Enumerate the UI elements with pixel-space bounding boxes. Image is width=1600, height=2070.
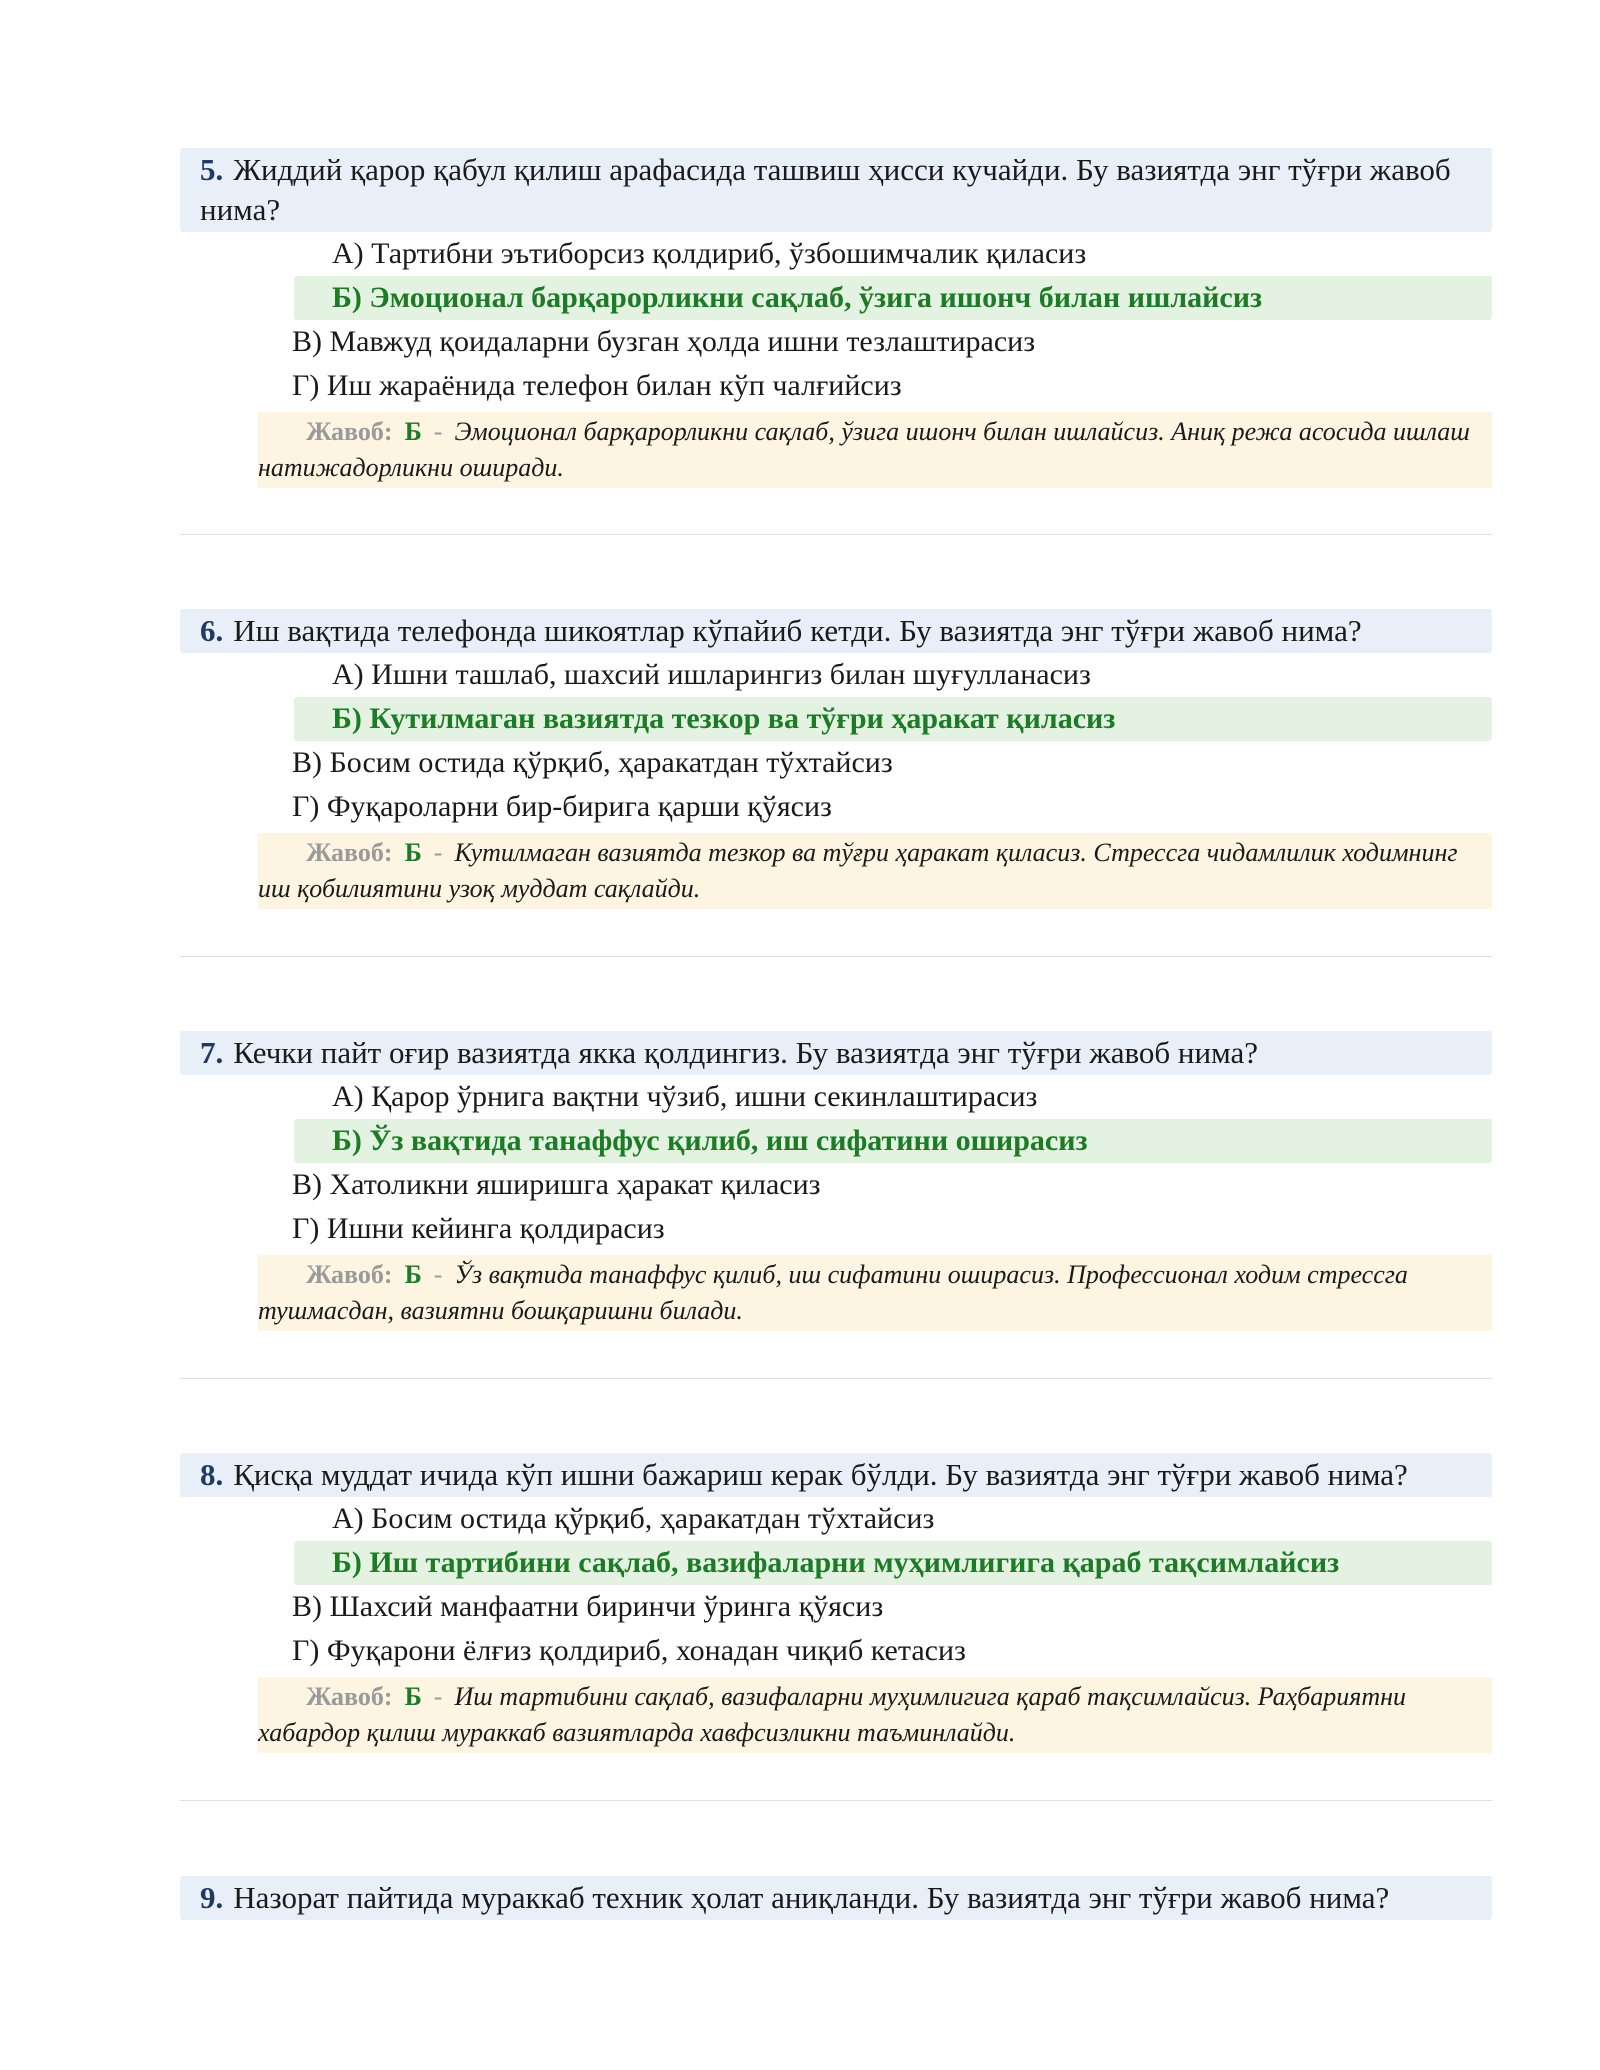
divider [180, 534, 1492, 535]
answer-box [258, 833, 1492, 909]
option-c: В) Мавжуд қоидаларни бузган ҳолда ишни тезлаштирасиз [292, 325, 1036, 358]
question-6 [180, 609, 1492, 909]
answer-dash: - [433, 1682, 443, 1711]
answer-label: Жавоб: [306, 838, 393, 867]
option-b-correct: Б) Ўз вақтида танаффус қилиб, иш сифатини оширасиз [294, 1119, 1492, 1163]
option-a: А) Ишни ташлаб, шахсий ишларингиз билан шуғулланасиз [332, 658, 1091, 691]
option-a: А) Қарор ўрнига вақтни чўзиб, ишни секинлаштирасиз [332, 1080, 1038, 1113]
question-title [180, 148, 1492, 232]
option-c: В) Босим остида қўрқиб, ҳаракатдан тўхтайсиз [292, 746, 893, 779]
option-b-correct: Б) Иш тартибини сақлаб, вазифаларни муҳимлигига қараб тақсимлайсиз [294, 1541, 1492, 1585]
answer-letter: Б [404, 838, 422, 867]
question-text: Иш вақтида телефонда шикоятлар кўпайиб кетди. Бу вазиятда энг тўғри жавоб нима? [233, 613, 1362, 648]
answer-text: Кутилмаган вазиятда тезкор ва тўғри ҳаракат қиласиз. Стрессга чидамлилик ходимнинг иш қобилиятини узоқ муддат сақлайди. [258, 838, 1458, 903]
question-text: Кечки пайт оғир вазиятда якка қолдингиз. Бу вазиятда энг тўғри жавоб нима? [233, 1035, 1259, 1070]
question-number: 8. [200, 1457, 224, 1492]
option-a: А) Босим остида қўрқиб, ҳаракатдан тўхтайсиз [332, 1502, 935, 1535]
option-d: Г) Ишни кейинга қолдирасиз [292, 1212, 665, 1245]
option-d: Г) Фуқарони ёлғиз қолдириб, хонадан чиқиб кетасиз [292, 1634, 966, 1667]
question-text: Жиддий қарор қабул қилиш арафасида ташвиш ҳисси кучайди. Бу вазиятда энг тўғри жавоб нима? [200, 152, 1451, 227]
answer-text: Ўз вақтида танаффус қилиб, иш сифатини оширасиз. Профессионал ходим стрессга тушмасдан, вазиятни бошқаришни билади. [258, 1260, 1408, 1325]
option-a: А) Тартибни эътиборсиз қолдириб, ўзбошимчалик қиласиз [332, 237, 1087, 270]
question-text: Қисқа муддат ичида кўп ишни бажариш керак бўлди. Бу вазиятда энг тўғри жавоб нима? [233, 1457, 1408, 1492]
question-title [180, 1031, 1492, 1075]
question-number: 9. [200, 1880, 224, 1915]
answer-box [258, 412, 1492, 488]
answer-label: Жавоб: [306, 1260, 393, 1289]
option-b-correct: Б) Кутилмаган вазиятда тезкор ва тўғри ҳаракат қиласиз [294, 697, 1492, 741]
answer-label: Жавоб: [306, 1682, 393, 1711]
option-b-correct: Б) Эмоционал барқарорликни сақлаб, ўзига ишонч билан ишлайсиз [294, 276, 1492, 320]
divider [180, 1378, 1492, 1379]
answer-text: Эмоционал барқарорликни сақлаб, ўзига ишонч билан ишлайсиз. Аниқ режа асосида ишлаш натижадорликни оширади. [258, 417, 1470, 482]
question-title [180, 1876, 1492, 1920]
question-number: 7. [200, 1035, 224, 1070]
answer-text: Иш тартибини сақлаб, вазифаларни муҳимлигига қараб тақсимлайсиз. Раҳбариятни хабардор қилиш мураккаб вазиятларда хавфсизликни таъминлайди. [258, 1682, 1407, 1747]
question-7 [180, 1031, 1492, 1331]
answer-dash: - [433, 1260, 443, 1289]
question-number: 6. [200, 613, 224, 648]
divider [180, 1800, 1492, 1801]
divider [180, 956, 1492, 957]
answer-letter: Б [404, 417, 422, 446]
option-d: Г) Фуқароларни бир-бирига қарши қўясиз [292, 790, 832, 823]
answer-dash: - [433, 417, 443, 446]
option-c: В) Шахсий манфаатни биринчи ўринга қўясиз [292, 1590, 884, 1623]
answer-box [258, 1677, 1492, 1753]
option-d: Г) Иш жараёнида телефон билан кўп чалғийсиз [292, 369, 902, 402]
answer-dash: - [433, 838, 443, 867]
question-title [180, 1453, 1492, 1497]
answer-letter: Б [404, 1682, 422, 1711]
question-title [180, 609, 1492, 653]
question-number: 5. [200, 152, 224, 187]
answer-label: Жавоб: [306, 417, 393, 446]
question-9 [180, 1876, 1492, 1920]
answer-letter: Б [404, 1260, 422, 1289]
question-text: Назорат пайтида мураккаб техник ҳолат аниқланди. Бу вазиятда энг тўғри жавоб нима? [233, 1880, 1390, 1915]
question-5 [180, 148, 1492, 488]
question-8 [180, 1453, 1492, 1753]
answer-box [258, 1255, 1492, 1331]
option-c: В) Хатоликни яширишга ҳаракат қиласиз [292, 1168, 821, 1201]
